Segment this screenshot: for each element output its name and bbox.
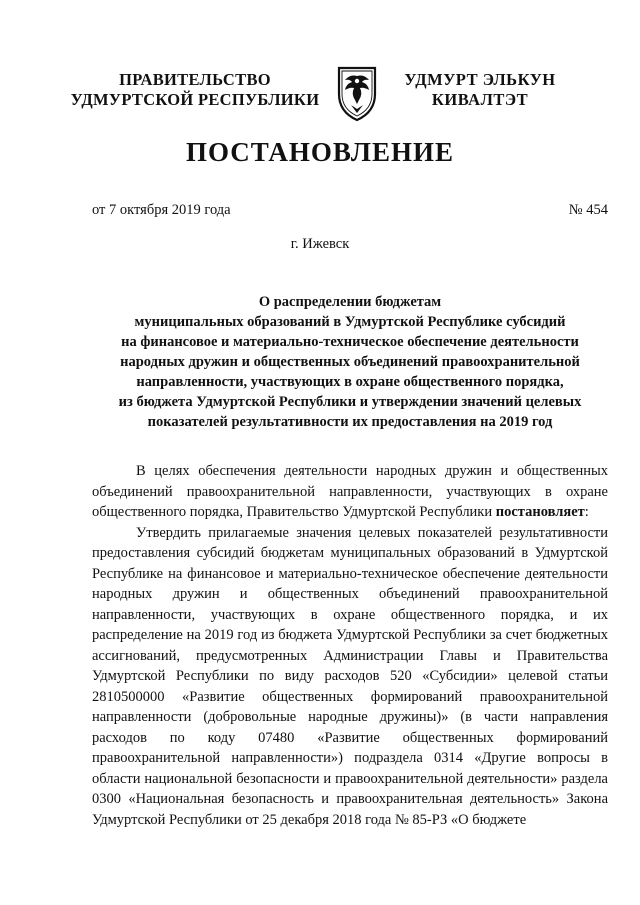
document-subject [92, 292, 608, 432]
body-paragraph-2: Утвердить прилагаемые значения целевых показателей результативности предоставления субсидий бюджетам муниципальных образований в Удмуртской Республике на финансовое и материально-техническое обеспечение деятельности народных дружин и общественных объединений правоохранительной направленности, участвующих в охране общественного порядка, и их распределение на 2019 год из бюджета Удмуртской Республики за счет бюджетных ассигнований, предусмотренных Администрации Главы и Правительства Удмуртской Республики по виду расходов 520 «Субсидии» целевой статьи 2810500000 «Развитие общественных формирований правоохранительной направленности (добровольные народные дружины)» (в части направления расходов по коду 07480 «Развитие общественных формирований правоохранительной направленности») подраздела 0314 «Другие вопросы в области национальной безопасности и правоохранительной деятельности» раздела 0300 «Национальная безопасность и правоохранительная деятельность» Закона Удмуртской Республики от 25 декабря 2018 года № 85-РЗ «О бюджете [92, 524, 608, 828]
subject-line: направленности, участвующих в охране общественного порядка, [136, 374, 564, 390]
document-body [92, 461, 608, 830]
document-number: № 454 [568, 202, 608, 218]
header-right-line1: УДМУРТ ЭЛЬКУН [404, 70, 556, 89]
paragraph-1-bold-verb: постановляет [495, 504, 585, 520]
paragraph-1-text: В целях обеспечения деятельности народных дружин и общественных объединений правоохранительной направленности, участвующих в охране общественного порядка, Правительство Удмуртской Республики [92, 463, 608, 520]
subject-line: народных дружин и общественных объединений правоохранительной [120, 354, 580, 370]
paragraph-1-end: : [584, 504, 589, 520]
subject-line: показателей результативности их предоставления на 2019 год [147, 414, 553, 430]
header-left-line2: УДМУРТСКОЙ РЕСПУБЛИКИ [70, 90, 320, 109]
subject-line: О распределении бюджетам [258, 294, 442, 310]
document-meta [92, 202, 608, 224]
header-right-line2: КИВАЛТЭТ [431, 90, 529, 109]
government-name-udmurt [380, 70, 580, 110]
document-header [0, 64, 640, 124]
udmurt-coat-of-arms-icon [336, 64, 378, 122]
body-paragraph-1 [92, 461, 608, 523]
header-left-line1: ПРАВИТЕЛЬСТВО [119, 70, 271, 89]
subject-line: муниципальных образований в Удмуртской Республике субсидий [134, 314, 566, 330]
subject-line: на финансовое и материально-техническое обеспечение деятельности [121, 334, 579, 350]
document-title: ПОСТАНОВЛЕНИЕ [185, 137, 455, 167]
government-name-russian [60, 70, 330, 110]
subject-line: из бюджета Удмуртской Республики и утверждении значений целевых [118, 394, 582, 410]
document-date: от 7 октября 2019 года [92, 202, 231, 218]
document-city: г. Ижевск [290, 236, 350, 252]
